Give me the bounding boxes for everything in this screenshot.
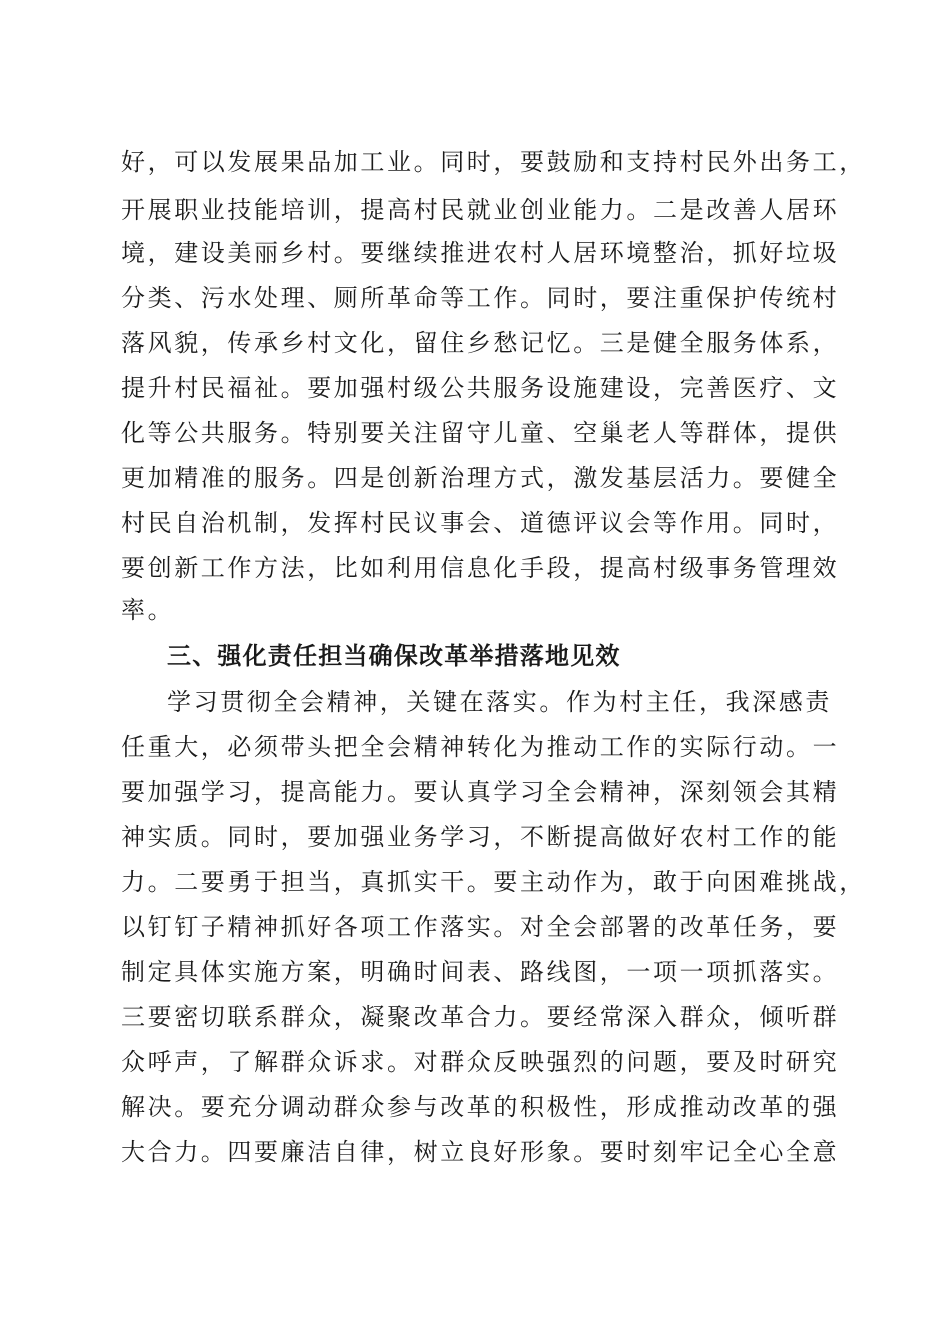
- paragraph-line: 任重大，必须带头把全会精神转化为推动工作的实际行动。一: [121, 733, 840, 761]
- paragraph-line: 学习贯彻全会精神，关键在落实。作为村主任，我深感责: [167, 688, 832, 716]
- paragraph-line: 力。二要勇于担当，真抓实干。要主动作为，敢于向困难挑战，: [121, 868, 866, 896]
- paragraph-line: 化等公共服务。特别要关注留守儿童、空巢老人等群体，提供: [121, 419, 840, 447]
- paragraph-line: 大合力。四要廉洁自律，树立良好形象。要时刻牢记全心全意: [121, 1138, 840, 1166]
- paragraph-line: 率。: [121, 596, 175, 624]
- paragraph-line: 解决。要充分调动群众参与改革的积极性，形成推动改革的强: [121, 1093, 840, 1121]
- paragraph-line: 分类、污水处理、厕所革命等工作。同时，要注重保护传统村: [121, 284, 840, 312]
- paragraph-line: 要创新工作方法，比如利用信息化手段，提高村级事务管理效: [121, 554, 840, 582]
- paragraph-line: 境，建设美丽乡村。要继续推进农村人居环境整治，抓好垃圾: [121, 239, 840, 267]
- paragraph-line: 神实质。同时，要加强业务学习，不断提高做好农村工作的能: [121, 823, 840, 851]
- paragraph-line: 制定具体实施方案，明确时间表、路线图，一项一项抓落实。: [121, 958, 840, 986]
- paragraph-line: 好，可以发展果品加工业。同时，要鼓励和支持村民外出务工，: [121, 148, 866, 176]
- paragraph-line: 更加精准的服务。四是创新治理方式，激发基层活力。要健全: [121, 464, 840, 492]
- paragraph-line: 开展职业技能培训，提高村民就业创业能力。二是改善人居环: [121, 196, 840, 224]
- paragraph-line: 以钉钉子精神抓好各项工作落实。对全会部署的改革任务，要: [121, 913, 840, 941]
- paragraph-line: 三要密切联系群众，凝聚改革合力。要经常深入群众，倾听群: [121, 1003, 840, 1031]
- paragraph-line: 村民自治机制，发挥村民议事会、道德评议会等作用。同时，: [121, 509, 840, 537]
- paragraph-line: 提升村民福祉。要加强村级公共服务设施建设，完善医疗、文: [121, 374, 840, 402]
- paragraph-line: 落风貌，传承乡村文化，留住乡愁记忆。三是健全服务体系，: [121, 329, 840, 357]
- section-heading: 三、强化责任担当确保改革举措落地见效: [167, 642, 621, 670]
- paragraph-line: 要加强学习，提高能力。要认真学习全会精神，深刻领会其精: [121, 778, 840, 806]
- paragraph-line: 众呼声，了解群众诉求。对群众反映强烈的问题，要及时研究: [121, 1048, 840, 1076]
